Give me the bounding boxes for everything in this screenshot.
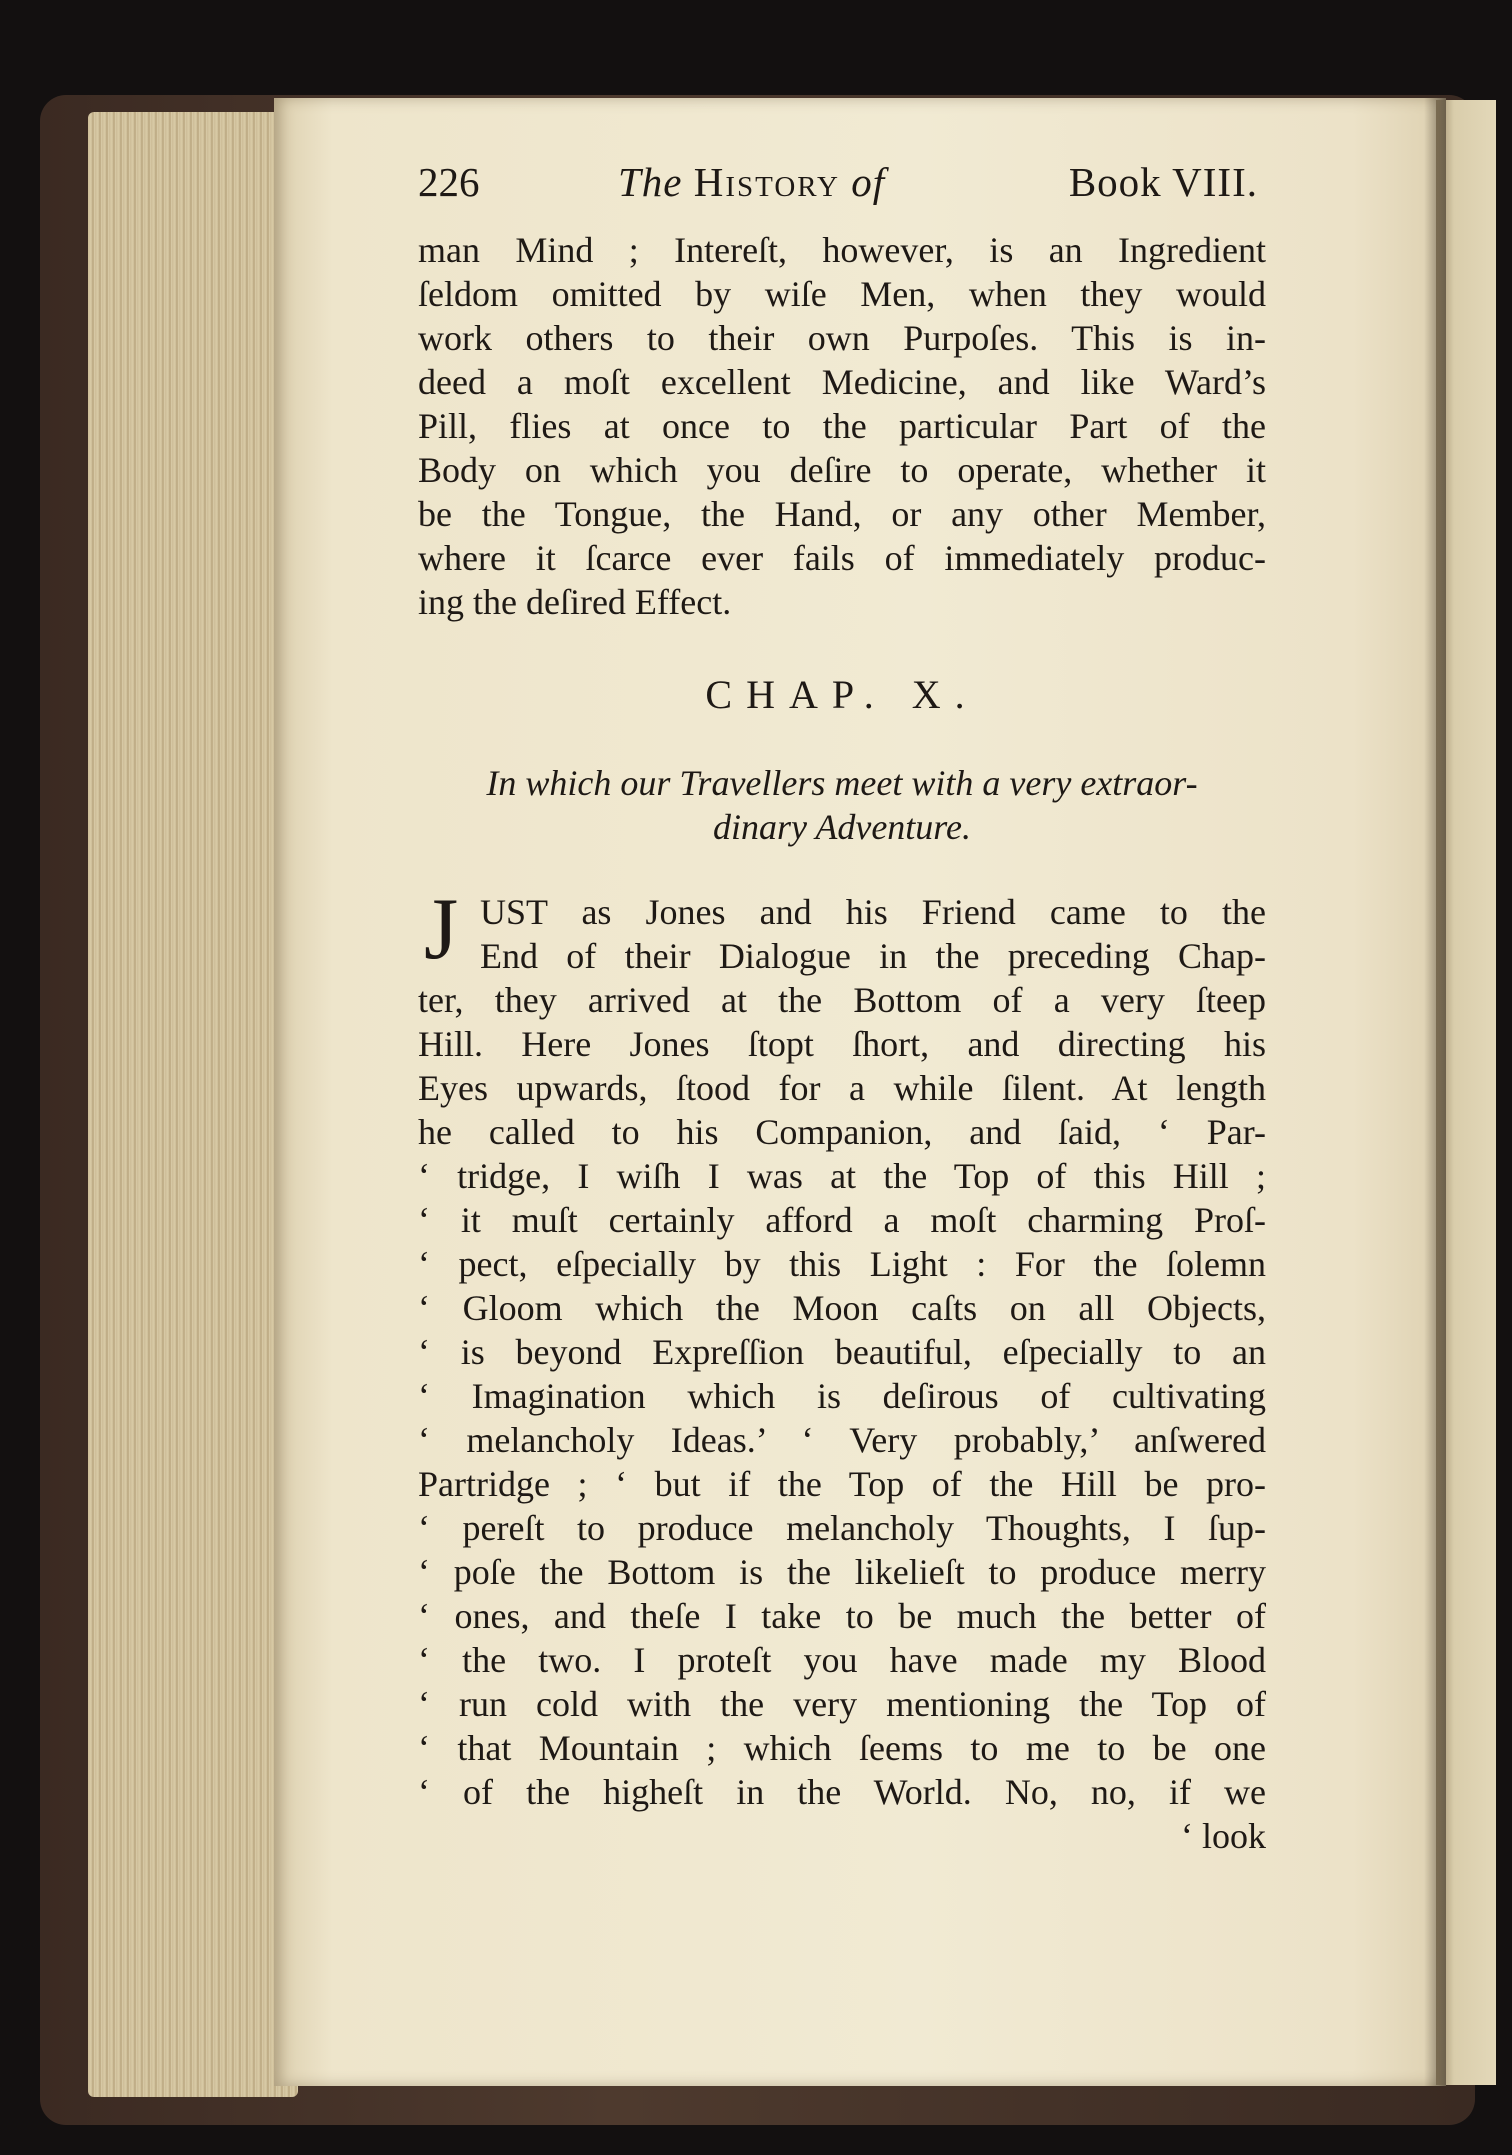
catchword: ‘ look [1181,1816,1266,1856]
text-line: ‘ is beyond Expreſſion beautiful, eſpecially to an [418,1332,1266,1372]
text-line: ‘ run cold with the very mentioning the Top of [418,1684,1266,1724]
text-line: Partridge ; ‘ but if the Top of the Hill be pro- [418,1464,1266,1504]
page-number: 226 [418,159,480,205]
chapter-summary-line: In which our Travellers meet with a very extraor- [486,763,1198,803]
text-line: ‘ that Mountain ; which ſeems to me to be one [418,1728,1266,1768]
text-line: End of their Dialogue in the preceding Chap- [480,936,1266,976]
text-line: ‘ Gloom which the Moon caſts on all Objects, [418,1288,1266,1328]
text-line: UST as Jones and his Friend came to the [480,892,1266,932]
running-title-of: of [851,159,886,205]
text-line: Body on which you deſire to operate, whether it [418,450,1266,490]
text-line: man Mind ; Intereſt, however, is an Ingredient [418,230,1266,270]
running-title-the: The [618,159,683,205]
text-line: ‘ poſe the Bottom is the likelieſt to produce merry [418,1552,1266,1592]
text-line: ‘ of the higheſt in the World. No, no, if we [418,1772,1266,1812]
book-reference: Book VIII. [1068,159,1258,205]
text-line: work others to their own Purpoſes. This is in- [418,318,1266,358]
text-line: ‘ it muſt certainly afford a moſt charming Proſ- [418,1200,1266,1240]
chapter-summary-line: dinary Adventure. [713,807,971,847]
text-line: Hill. Here Jones ſtopt ſhort, and directing his [418,1024,1266,1064]
text-line: ‘ the two. I proteſt you have made my Blood [418,1640,1266,1680]
drop-cap: J [424,881,459,978]
text-line: be the Tongue, the Hand, or any other Member, [418,494,1266,534]
text-line: ‘ pect, eſpecially by this Light : For the ſolemn [418,1244,1266,1284]
text-line: he called to his Companion, and ſaid, ‘ Par- [418,1112,1266,1152]
text-line: ‘ pereſt to produce melancholy Thoughts, I ſup- [418,1508,1266,1548]
text-line: where it ſcarce ever fails of immediately produc- [418,538,1266,578]
chapter-heading: CHAP. X. [705,672,979,717]
text-line: ‘ Imagination which is deſirous of cultivating [418,1376,1266,1416]
text-line: ‘ melancholy Ideas.’ ‘ Very probably,’ anſwered [418,1420,1266,1460]
running-title [618,158,885,206]
running-head [418,158,1258,218]
running-title-history: History [693,159,840,205]
text-line: Eyes upwards, ſtood for a while ſilent. At length [418,1068,1266,1108]
text-line: deed a moſt excellent Medicine, and like Ward’s [418,362,1266,402]
text-line: ſeldom omitted by wiſe Men, when they would [418,274,1266,314]
text-line: ‘ tridge, I wiſh I was at the Top of this Hill ; [418,1156,1266,1196]
text-line: Pill, flies at once to the particular Part of the [418,406,1266,446]
text-line: ‘ ones, and theſe I take to be much the better of [418,1596,1266,1636]
text-line: ing the deſired Effect. [418,582,732,622]
text-line: ter, they arrived at the Bottom of a very ſteep [418,980,1266,1020]
